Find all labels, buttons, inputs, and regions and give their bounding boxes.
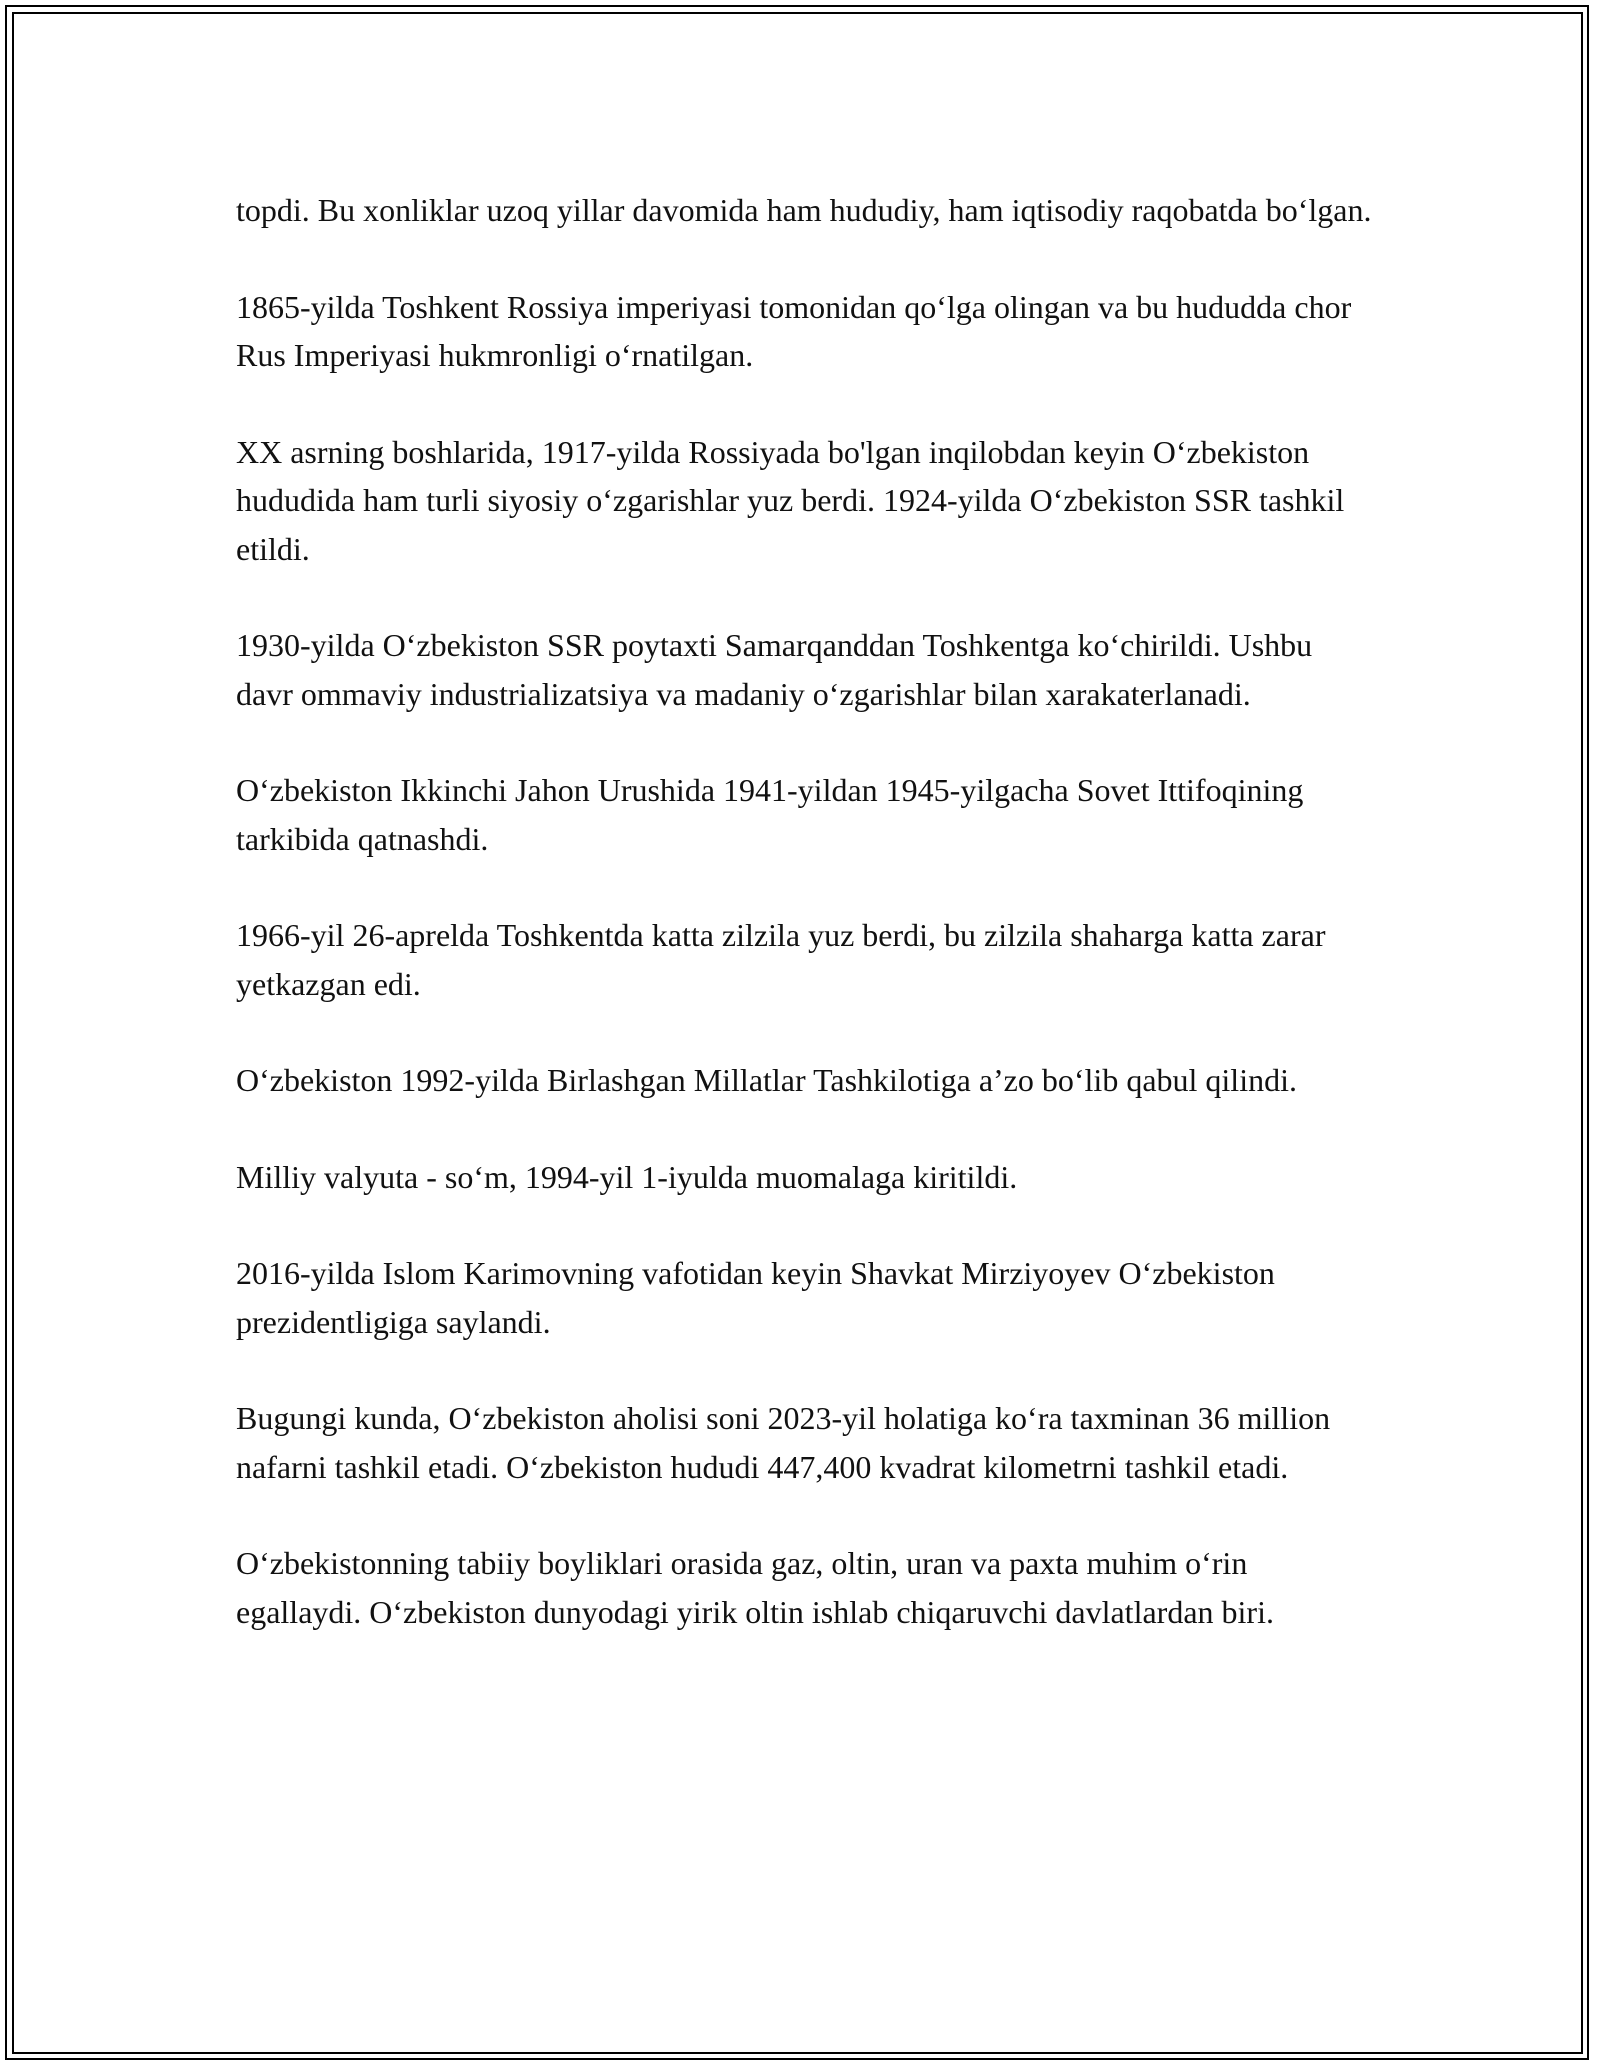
paragraph-population: Bugungi kunda, O‘zbekiston aholisi soni 2023-yil holatiga ko‘ra taxminan 36 million nafarni tashkil etadi. O‘zbekiston hududi 447,400 kvadrat kilometrni tashkil etadi. — [236, 1400, 1331, 1485]
paragraph-1865: 1865-yilda Toshkent Rossiya imperiyasi tomonidan qo‘lga olingan va bu hududda chor Rus Imperiyasi hukmronligi o‘rnatilgan. — [236, 288, 1352, 373]
paragraph-currency: Milliy valyuta - so‘m, 1994-yil 1-iyulda muomalaga kiritildi. — [236, 1158, 1018, 1195]
paragraph-1930: 1930-yilda O‘zbekiston SSR poytaxti Samarqanddan Toshkentga ko‘chirildi. Ushbu davr ommaviy industrializatsiya va madaniy o‘zgarishlar bilan xarakaterlanadi. — [236, 627, 1313, 712]
paragraph-resources: O‘zbekistonning tabiiy boyliklari orasida gaz, oltin, uran va paxta muhim o‘rin egallaydi. O‘zbekiston dunyodagi yirik oltin ishlab chiqaruvchi davlatlardan biri. — [236, 1545, 1274, 1630]
document-body — [236, 186, 1376, 1684]
paragraph-1992: O‘zbekiston 1992-yilda Birlashgan Millatlar Tashkilotiga a’zo bo‘lib qabul qilindi. — [236, 1062, 1297, 1098]
paragraph-1917-1924: XX asrning boshlarida, 1917-yilda Rossiyada bo'lgan inqilobdan keyin O‘zbekiston hududida ham turli siyosiy o‘zgarishlar yuz berdi. 1924-yilda O‘zbekiston SSR tashkil etildi. — [236, 433, 1345, 567]
paragraph-rivalry: topdi. Bu xonliklar uzoq yillar davomida ham hududiy, ham iqtisodiy raqobatda bo‘lgan. — [236, 192, 1372, 228]
paragraph-ww2: O‘zbekiston Ikkinchi Jahon Urushida 1941-yildan 1945-yilgacha Sovet Ittifoqining tarkibida qatnashdi. — [236, 772, 1304, 857]
paragraph-2016: 2016-yilda Islom Karimovning vafotidan keyin Shavkat Mirziyoyev O‘zbekiston prezidentligiga saylandi. — [236, 1255, 1275, 1340]
paragraph-1966: 1966-yil 26-aprelda Toshkentda katta zilzila yuz berdi, bu zilzila shaharga katta zarar yetkazgan edi. — [236, 917, 1326, 1002]
